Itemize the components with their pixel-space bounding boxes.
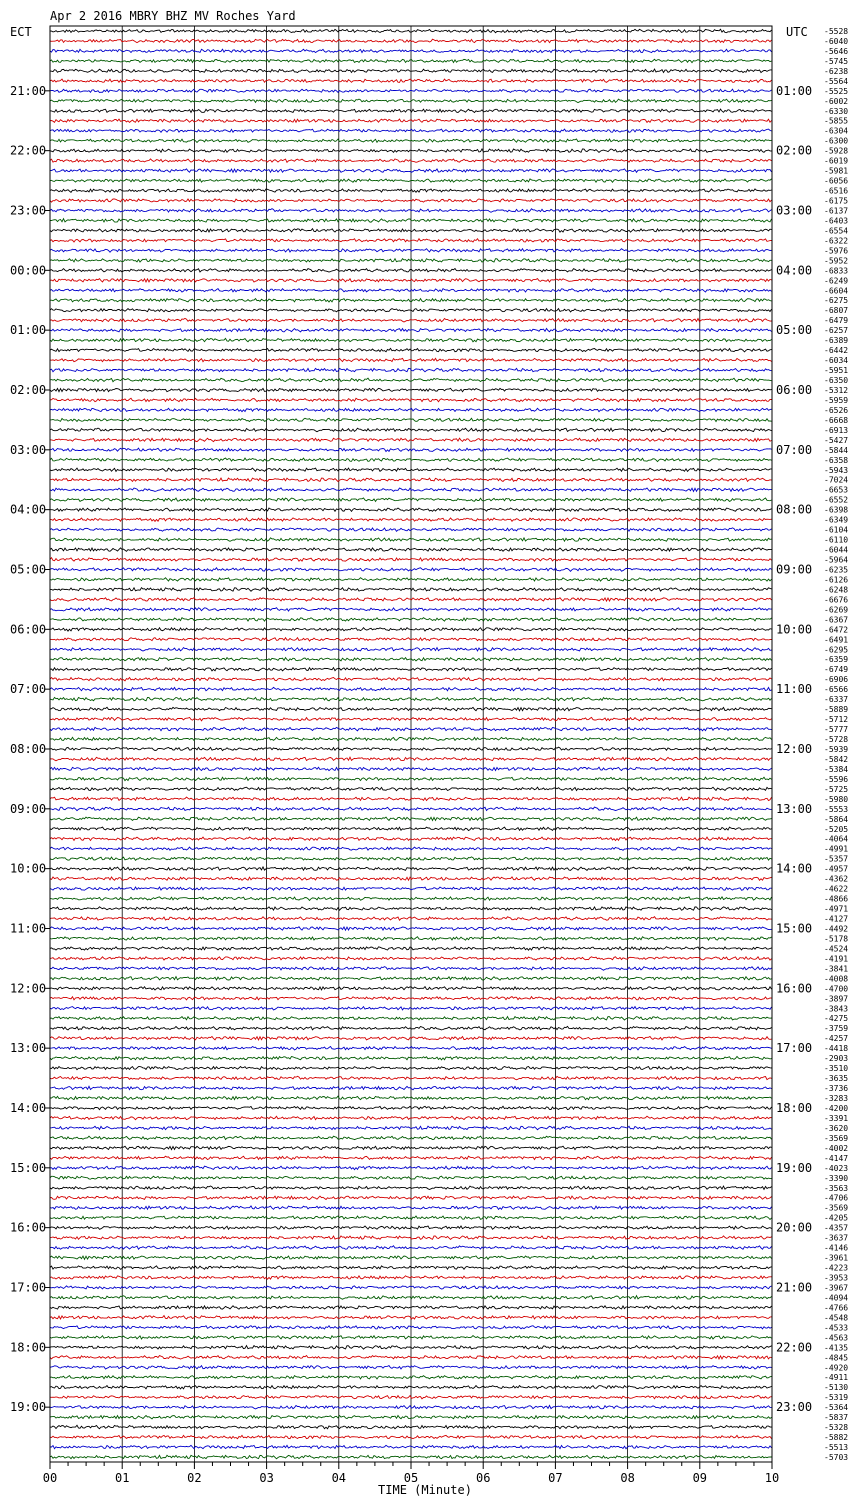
trace-offset-label: -4766: [824, 1303, 849, 1313]
hour-label-ect: 16:00: [10, 1220, 47, 1235]
hour-label-ect: 19:00: [10, 1400, 47, 1415]
trace-offset-label: -6322: [824, 236, 849, 246]
trace-offset-label: -4191: [824, 954, 849, 964]
trace-offset-label: -5564: [824, 76, 849, 86]
trace-offset-label: -5777: [824, 725, 849, 734]
trace-offset-label: -6238: [824, 66, 849, 76]
right-axis-label: UTC: [786, 25, 808, 39]
trace-offset-label: -6479: [824, 316, 849, 326]
hour-label-utc: 19:00: [776, 1160, 813, 1175]
trace-offset-label: -5357: [824, 854, 849, 864]
trace-offset-labels: [824, 27, 848, 1462]
trace-offset-label: -5646: [824, 46, 849, 56]
hour-label-utc: 05:00: [776, 323, 813, 338]
hour-label-ect: 05:00: [10, 562, 47, 577]
trace-offset-label: -6566: [824, 685, 849, 695]
trace-offset-label: -6337: [824, 695, 849, 705]
trace-offset-label: -6367: [824, 615, 849, 625]
trace-offset-label: -6257: [824, 326, 849, 336]
trace-offset-label: -5328: [824, 1423, 849, 1433]
trace-offset-label: -5528: [824, 27, 849, 36]
trace-offset-label: -6126: [824, 575, 849, 585]
hour-label-utc: 12:00: [776, 742, 813, 756]
hour-label-ect: 22:00: [10, 143, 47, 158]
trace-offset-label: -5864: [824, 814, 849, 824]
hour-label-utc: 17:00: [776, 1041, 813, 1056]
hour-label-ect: 04:00: [10, 502, 47, 517]
trace-offset-label: -4991: [824, 844, 849, 854]
trace-offset-label: -6137: [824, 206, 849, 216]
trace-offset-label: -5951: [824, 366, 849, 375]
hour-label-ect: 03:00: [10, 442, 47, 457]
x-tick-label: 02: [187, 1471, 202, 1485]
trace-offset-label: -6403: [824, 216, 849, 226]
trace-offset-label: -6653: [824, 485, 849, 495]
trace-offset-label: -6749: [824, 665, 849, 675]
trace-offset-label: -3841: [824, 964, 849, 974]
chart-title: Apr 2 2016 MBRY BHZ MV Roches Yard: [50, 9, 296, 23]
trace-offset-label: -4064: [824, 834, 849, 844]
right-hour-labels: [776, 84, 812, 1414]
hour-label-utc: 02:00: [776, 143, 813, 158]
trace-offset-label: -6668: [824, 415, 849, 425]
trace-offset-label: -3563: [824, 1183, 849, 1193]
trace-offset-label: -6398: [824, 505, 849, 515]
trace-offset-label: -4008: [824, 974, 849, 984]
hour-label-utc: 03:00: [776, 203, 813, 218]
trace-offset-label: -4492: [824, 924, 849, 934]
trace-offset-label: -6034: [824, 356, 849, 366]
trace-offset-label: -6906: [824, 675, 849, 685]
trace-offset-label: -3759: [824, 1024, 849, 1034]
trace-offset-label: -5842: [824, 755, 849, 764]
trace-offset-label: -5980: [824, 794, 849, 804]
hour-label-utc: 10:00: [776, 622, 813, 637]
hour-label-ect: 15:00: [10, 1160, 47, 1175]
trace-offset-label: -5745: [824, 56, 849, 66]
trace-offset-label: -3637: [824, 1233, 849, 1243]
hour-label-ect: 06:00: [10, 622, 47, 637]
trace-offset-label: -4200: [824, 1104, 849, 1113]
trace-offset-label: -3635: [824, 1074, 849, 1084]
hour-label-utc: 18:00: [776, 1101, 813, 1115]
trace-offset-label: -5553: [824, 804, 849, 814]
trace-offset-label: -4362: [824, 874, 849, 884]
trace-offset-label: -3569: [824, 1133, 849, 1143]
trace-offset-label: -5882: [824, 1433, 849, 1443]
trace-offset-label: -4135: [824, 1343, 849, 1353]
trace-offset-label: -2903: [824, 1054, 849, 1064]
hour-label-utc: 11:00: [776, 682, 813, 697]
trace-offset-label: -6554: [824, 226, 849, 236]
trace-offset-label: -6349: [824, 515, 849, 525]
trace-offset-label: -5703: [824, 1453, 849, 1462]
hour-label-ect: 09:00: [10, 801, 47, 816]
x-axis-label: TIME (Minute): [378, 1483, 472, 1497]
hour-label-ect: 21:00: [10, 83, 47, 98]
trace-offset-label: -6275: [824, 296, 849, 306]
trace-offset-label: -6300: [824, 136, 849, 146]
trace-offset-label: -5384: [824, 764, 849, 774]
trace-offset-label: -5312: [824, 386, 849, 395]
trace-offset-label: -6676: [824, 595, 849, 605]
hour-label-utc: 16:00: [776, 981, 813, 996]
x-tick-label: 09: [692, 1471, 708, 1485]
hour-label-ect: 10:00: [10, 861, 47, 876]
trace-offset-label: -4094: [824, 1293, 849, 1303]
trace-offset-label: -6002: [824, 96, 849, 106]
hour-label-utc: 15:00: [776, 921, 813, 936]
x-tick-label: 10: [764, 1471, 780, 1485]
trace-offset-label: -6807: [824, 306, 849, 316]
hour-label-ect: 12:00: [10, 981, 47, 996]
hour-label-utc: 08:00: [776, 502, 813, 517]
trace-offset-label: -5943: [824, 465, 849, 475]
trace-offset-label: -6249: [824, 276, 849, 286]
trace-offset-label: -5889: [824, 705, 849, 715]
trace-offset-label: -6552: [824, 495, 849, 505]
trace-offset-label: -4147: [824, 1153, 849, 1163]
trace-offset-label: -4223: [824, 1263, 849, 1273]
trace-offset-label: -6304: [824, 126, 849, 136]
trace-offset-label: -5855: [824, 116, 849, 126]
trace-offset-label: -3391: [824, 1114, 849, 1123]
x-tick-label: 07: [548, 1471, 563, 1485]
trace-offset-label: -5427: [824, 435, 849, 445]
hour-label-utc: 22:00: [776, 1340, 813, 1355]
trace-offset-label: -4275: [824, 1014, 849, 1024]
trace-offset-label: -5178: [824, 934, 849, 944]
trace-offset-label: -5964: [824, 555, 849, 565]
trace-offset-label: -4957: [824, 864, 849, 874]
trace-offset-label: -3620: [824, 1123, 849, 1133]
hour-label-ect: 13:00: [10, 1041, 47, 1056]
trace-offset-label: -6269: [824, 605, 849, 615]
x-tick-label: 00: [42, 1471, 58, 1485]
trace-offset-label: -6175: [824, 196, 849, 206]
trace-offset-label: -4357: [824, 1223, 849, 1233]
trace-offset-label: -5725: [824, 784, 849, 794]
trace-offset-label: -6044: [824, 545, 849, 555]
trace-offset-label: -4418: [824, 1044, 849, 1054]
trace-offset-label: -5728: [824, 735, 849, 744]
trace-offset-label: -5976: [824, 246, 849, 256]
trace-offset-label: -4127: [824, 914, 849, 924]
trace-offset-label: -4023: [824, 1163, 849, 1173]
trace-offset-label: -3953: [824, 1273, 849, 1283]
trace-offset-label: -4845: [824, 1353, 849, 1363]
trace-offset-label: -4533: [824, 1323, 849, 1333]
trace-offset-label: -4548: [824, 1313, 849, 1323]
trace-offset-label: -5525: [824, 86, 849, 96]
trace-offset-label: -5130: [824, 1383, 849, 1393]
trace-offset-label: -4911: [824, 1373, 849, 1383]
hour-label-ect: 14:00: [10, 1101, 47, 1115]
hour-label-ect: 02:00: [10, 383, 47, 397]
hour-label-ect: 00:00: [10, 263, 47, 278]
trace-offset-label: -3961: [824, 1253, 849, 1263]
trace-offset-label: -6248: [824, 585, 849, 595]
trace-offset-label: -5844: [824, 445, 849, 455]
trace-offset-label: -4920: [824, 1363, 849, 1373]
trace-offset-label: -5952: [824, 256, 849, 266]
trace-offset-label: -6104: [824, 525, 849, 535]
trace-offset-label: -3736: [824, 1084, 849, 1093]
trace-offset-label: -5205: [824, 824, 849, 834]
hour-label-ect: 18:00: [10, 1340, 47, 1355]
trace-offset-label: -6516: [824, 186, 849, 196]
trace-offset-label: -4622: [824, 884, 849, 894]
trace-offset-label: -6235: [824, 565, 849, 575]
trace-offset-label: -6040: [824, 37, 849, 46]
left-axis-label: ECT: [10, 25, 32, 39]
trace-offset-label: -3390: [824, 1173, 849, 1183]
trace-offset-label: -5364: [824, 1403, 849, 1413]
trace-offset-label: -4257: [824, 1034, 849, 1044]
hour-label-ect: 07:00: [10, 682, 47, 697]
hour-label-ect: 17:00: [10, 1280, 47, 1295]
hour-label-utc: 01:00: [776, 83, 813, 98]
trace-offset-label: -3569: [824, 1203, 849, 1213]
trace-offset-label: -5981: [824, 166, 849, 176]
trace-offset-label: -5513: [824, 1443, 849, 1452]
x-tick-label: 05: [403, 1471, 419, 1485]
trace-offset-label: -6913: [824, 425, 849, 435]
trace-offset-label: -5928: [824, 146, 849, 156]
hour-label-utc: 13:00: [776, 801, 813, 816]
hour-label-utc: 09:00: [776, 562, 813, 577]
trace-offset-label: -6389: [824, 336, 849, 346]
trace-offset-label: -6604: [824, 286, 849, 296]
trace-offset-label: -4524: [824, 944, 849, 954]
hour-label-utc: 07:00: [776, 442, 813, 457]
x-axis: [43, 1462, 779, 1485]
trace-offset-label: -3897: [824, 994, 849, 1004]
trace-offset-label: -3967: [824, 1283, 849, 1293]
trace-offset-label: -6442: [824, 346, 849, 356]
hour-label-ect: 08:00: [10, 742, 47, 756]
hour-label-utc: 20:00: [776, 1220, 813, 1235]
trace-offset-label: -6359: [824, 655, 849, 665]
hour-label-utc: 06:00: [776, 383, 813, 397]
trace-offset-label: -4866: [824, 894, 849, 904]
hour-label-ect: 23:00: [10, 203, 47, 218]
hour-label-ect: 11:00: [10, 921, 47, 936]
trace-offset-label: -4146: [824, 1243, 849, 1253]
trace-offset-label: -3283: [824, 1094, 849, 1103]
x-tick-label: 04: [331, 1471, 347, 1485]
trace-offset-label: -6358: [824, 455, 849, 465]
trace-offset-label: -6526: [824, 405, 849, 415]
trace-offset-label: -4971: [824, 904, 849, 914]
hour-label-utc: 21:00: [776, 1280, 813, 1295]
trace-offset-label: -6295: [824, 645, 849, 655]
trace-offset-label: -6056: [824, 176, 849, 186]
trace-offset-label: -4700: [824, 984, 849, 994]
x-tick-label: 08: [620, 1471, 635, 1485]
trace-offset-label: -6350: [824, 376, 849, 385]
trace-offset-label: -6833: [824, 266, 849, 276]
x-tick-label: 06: [475, 1471, 491, 1485]
trace-offset-label: -6491: [824, 635, 849, 645]
hour-label-utc: 04:00: [776, 263, 813, 278]
trace-offset-label: -6472: [824, 625, 849, 635]
hour-label-utc: 23:00: [776, 1400, 813, 1415]
trace-offset-label: -5319: [824, 1393, 849, 1403]
trace-offset-label: -6110: [824, 535, 849, 545]
trace-offset-label: -5939: [824, 745, 849, 754]
x-tick-label: 03: [259, 1471, 274, 1485]
trace-offset-label: -4706: [824, 1193, 849, 1203]
trace-offset-label: -3510: [824, 1064, 849, 1074]
trace-offset-label: -5959: [824, 396, 849, 405]
trace-offset-label: -4002: [824, 1143, 849, 1153]
hour-label-ect: 01:00: [10, 323, 47, 338]
trace-offset-label: -7024: [824, 475, 849, 485]
trace-offset-label: -5712: [824, 715, 849, 725]
trace-offset-label: -4563: [824, 1333, 849, 1343]
trace-offset-label: -5596: [824, 774, 849, 784]
trace-offset-label: -3843: [824, 1004, 849, 1014]
trace-offset-label: -5837: [824, 1413, 849, 1423]
trace-offset-label: -6330: [824, 106, 849, 116]
left-hour-labels: [10, 84, 50, 1414]
x-tick-label: 01: [114, 1471, 130, 1485]
hour-label-utc: 14:00: [776, 861, 813, 876]
trace-offset-label: -6019: [824, 156, 849, 166]
trace-offset-label: -4205: [824, 1213, 849, 1223]
